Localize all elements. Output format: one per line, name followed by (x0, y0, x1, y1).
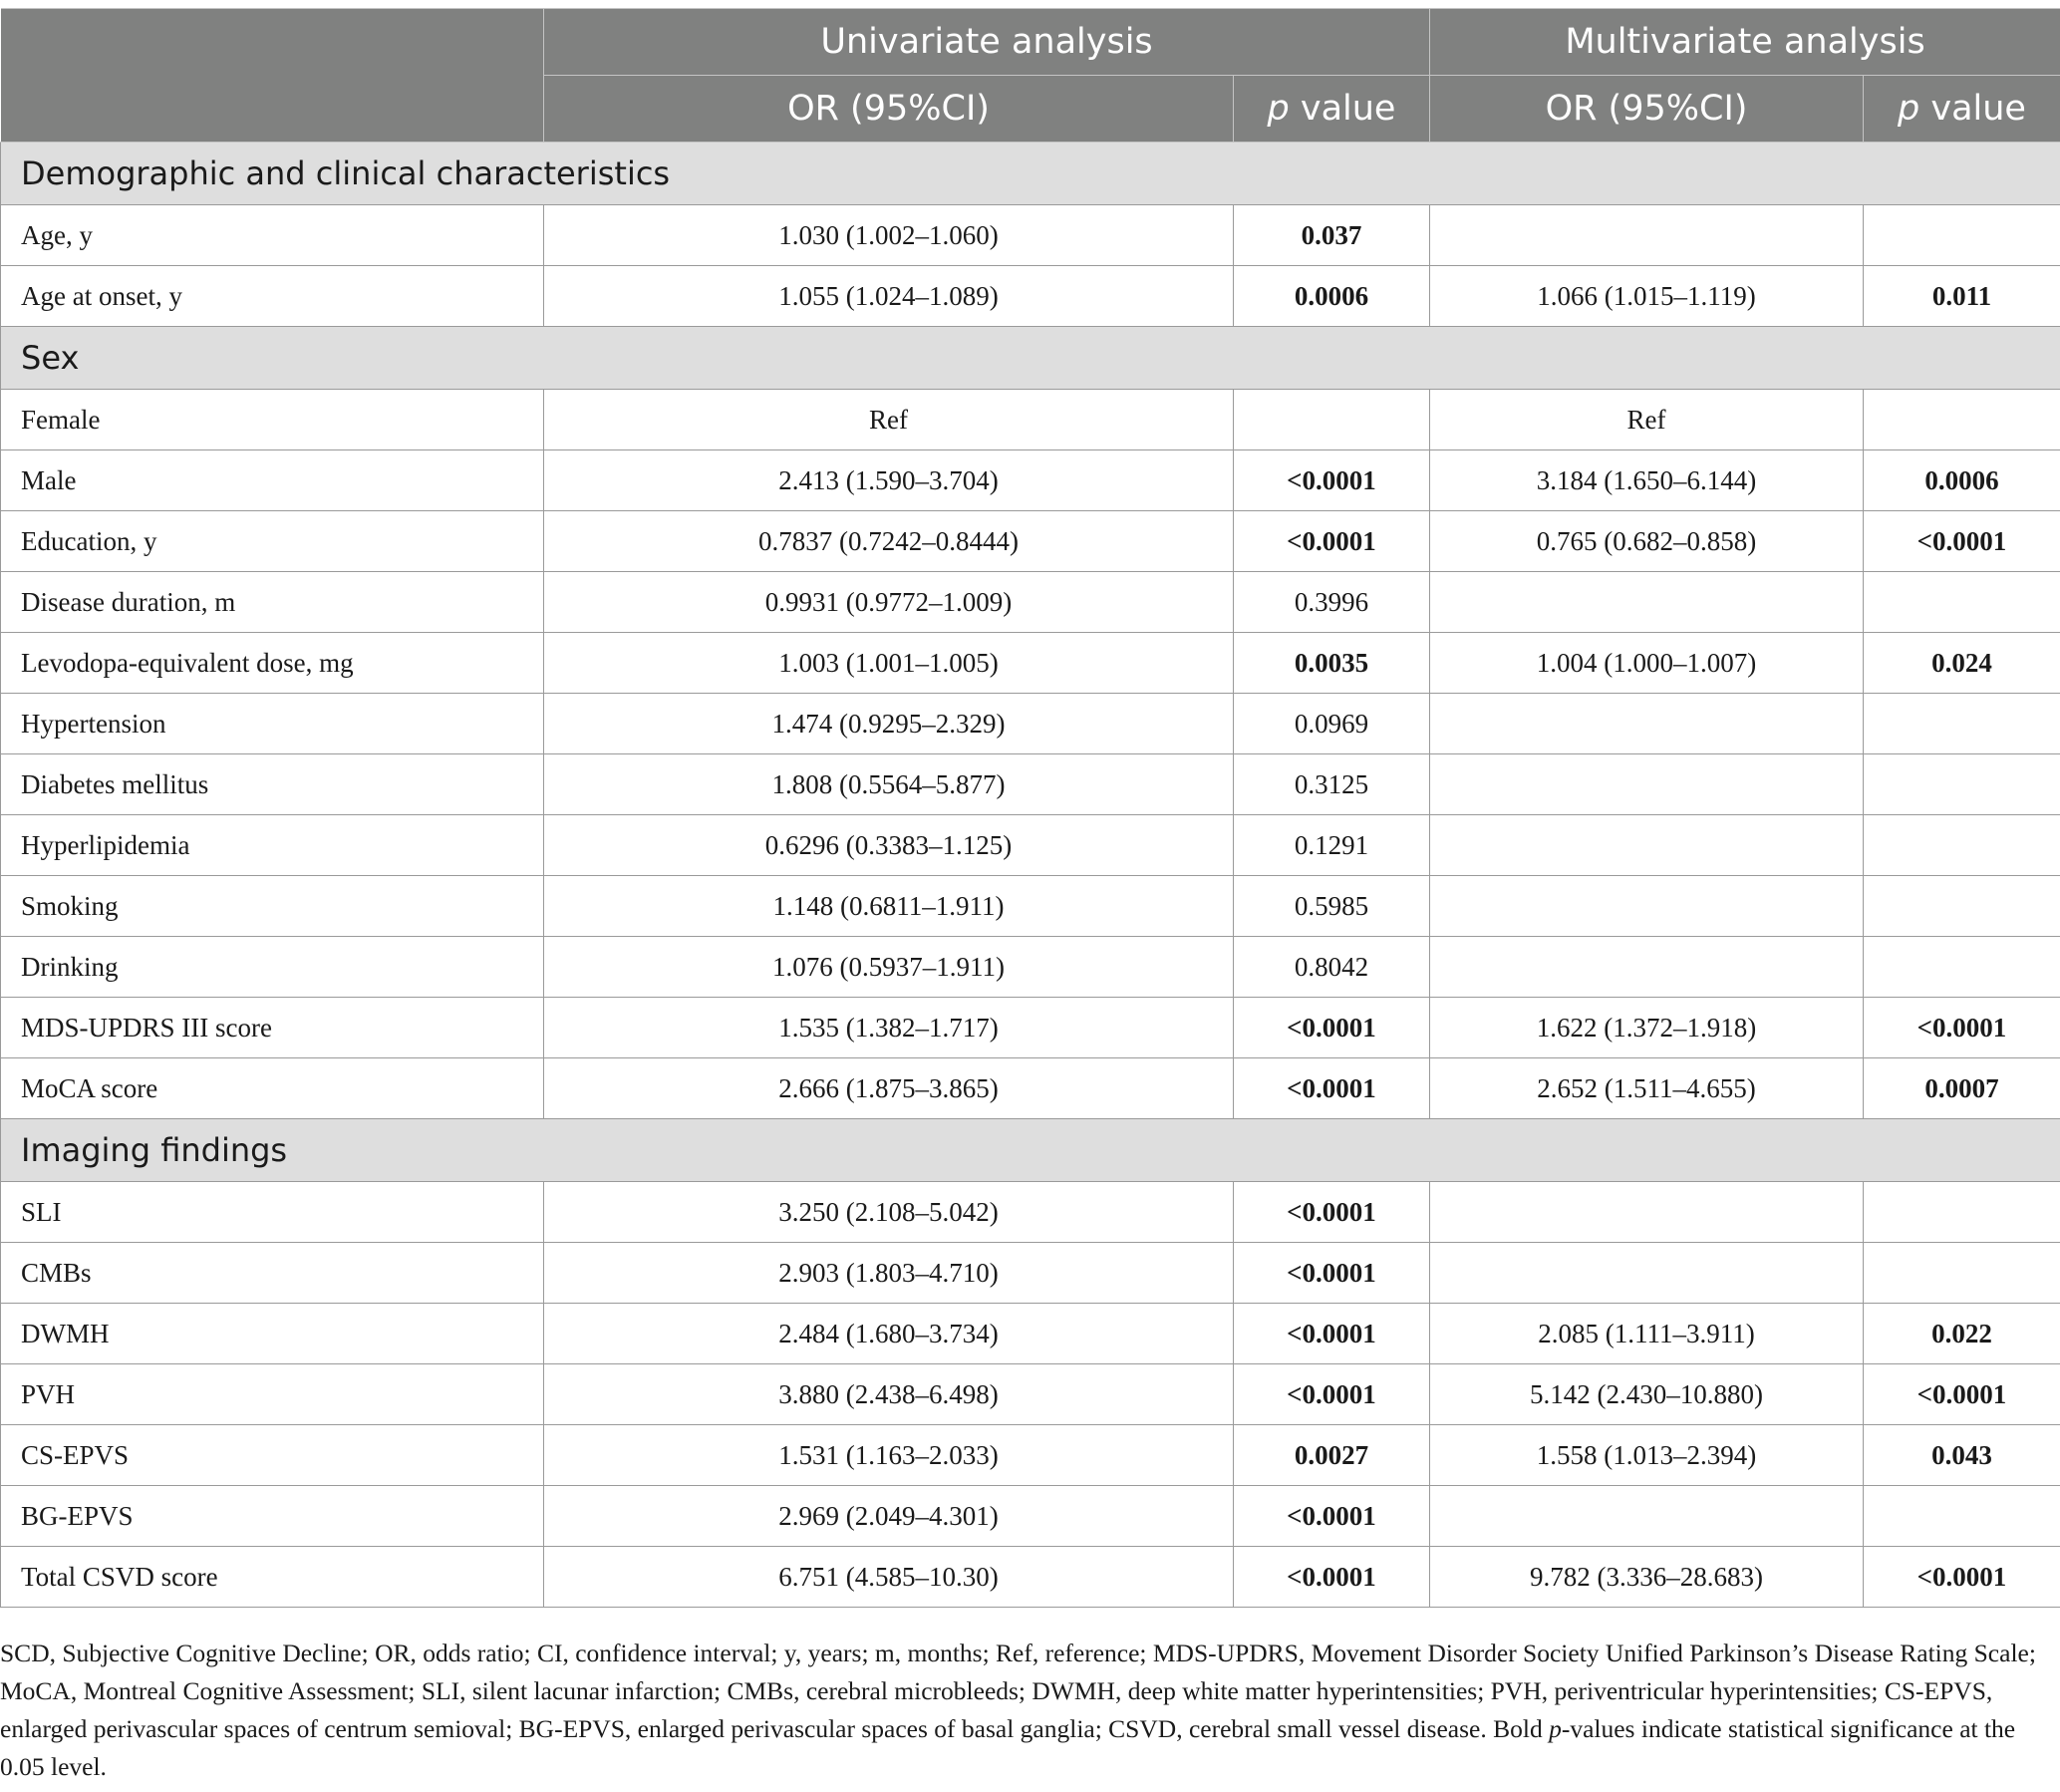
multi-or-cell (1430, 937, 1864, 998)
uni-or-cell: 2.903 (1.803–4.710) (544, 1243, 1234, 1304)
multi-or-cell (1430, 572, 1864, 633)
multi-p-cell: <0.0001 (1864, 511, 2060, 572)
multi-or-cell (1430, 1243, 1864, 1304)
multi-p-cell (1864, 1182, 2060, 1243)
row-label: Age at onset, y (1, 266, 544, 327)
uni-p-cell: <0.0001 (1234, 511, 1430, 572)
uni-or-cell: 3.880 (2.438–6.498) (544, 1364, 1234, 1425)
uni-or-cell: 1.003 (1.001–1.005) (544, 633, 1234, 694)
row-label: Hypertension (1, 694, 544, 754)
section-row (1, 143, 2060, 205)
section-title: Sex (1, 327, 2060, 390)
table-row (1, 1486, 2060, 1547)
uni-or-cell: 0.9931 (0.9772–1.009) (544, 572, 1234, 633)
results-table-container (0, 8, 2060, 1608)
uni-or-cell: 1.531 (1.163–2.033) (544, 1425, 1234, 1486)
table-row (1, 1243, 2060, 1304)
row-label: Age, y (1, 205, 544, 266)
multi-p-cell: 0.024 (1864, 633, 2060, 694)
uni-or-cell: 0.7837 (0.7242–0.8444) (544, 511, 1234, 572)
multi-or-cell: Ref (1430, 390, 1864, 450)
uni-p-cell: 0.1291 (1234, 815, 1430, 876)
uni-p-cell: 0.0027 (1234, 1425, 1430, 1486)
table-row (1, 633, 2060, 694)
uni-p-cell (1234, 390, 1430, 450)
footnote-italic-p: p (1549, 1714, 1562, 1743)
uni-p-cell: 0.037 (1234, 205, 1430, 266)
section-row (1, 1119, 2060, 1182)
multi-or-cell: 1.066 (1.015–1.119) (1430, 266, 1864, 327)
multi-p-cell (1864, 876, 2060, 937)
uni-or-cell: 1.535 (1.382–1.717) (544, 998, 1234, 1058)
table-row (1, 754, 2060, 815)
uni-or-cell: 1.474 (0.9295–2.329) (544, 694, 1234, 754)
uni-p-cell: <0.0001 (1234, 1182, 1430, 1243)
row-label: BG-EPVS (1, 1486, 544, 1547)
uni-p-cell: <0.0001 (1234, 998, 1430, 1058)
uni-or-cell: 1.148 (0.6811–1.911) (544, 876, 1234, 937)
row-label: CMBs (1, 1243, 544, 1304)
uni-or-cell: 1.030 (1.002–1.060) (544, 205, 1234, 266)
multi-or-cell: 1.004 (1.000–1.007) (1430, 633, 1864, 694)
uni-or-cell: 3.250 (2.108–5.042) (544, 1182, 1234, 1243)
multi-or-cell: 3.184 (1.650–6.144) (1430, 450, 1864, 511)
row-label: PVH (1, 1364, 544, 1425)
header-multivariate: Multivariate analysis (1430, 9, 2060, 76)
uni-or-cell: 2.484 (1.680–3.734) (544, 1304, 1234, 1364)
uni-or-cell: 2.969 (2.049–4.301) (544, 1486, 1234, 1547)
table-row (1, 1182, 2060, 1243)
row-label: Male (1, 450, 544, 511)
header-multi-or: OR (95%CI) (1430, 76, 1864, 143)
row-label: MoCA score (1, 1058, 544, 1119)
uni-or-cell: 2.666 (1.875–3.865) (544, 1058, 1234, 1119)
regression-table (0, 8, 2060, 1608)
multi-or-cell: 1.558 (1.013–2.394) (1430, 1425, 1864, 1486)
multi-p-cell (1864, 205, 2060, 266)
uni-p-cell: <0.0001 (1234, 450, 1430, 511)
p-rest: value (1289, 89, 1396, 129)
footnote-text: SCD, Subjective Cognitive Decline; OR, odds ratio; CI, confidence interval; y, years; m, months; Ref, reference; MDS-UPDRS, Movement Disorder Society Unified Parkinson’s Disease Rating Scale; MoCA, Montreal Cognitive Assessment; SLI, silent lacunar infarction; CMBs, cerebral microbleeds; DWMH, deep white matter hyperintensities; PVH, periventricular hyperintensities; CS-EPVS, enlarged perivascular spaces of centrum semioval; BG-EPVS, enlarged perivascular spaces of basal ganglia; CSVD, cerebral small vessel disease. Bold (0, 1639, 2036, 1743)
table-row (1, 266, 2060, 327)
uni-p-cell: <0.0001 (1234, 1243, 1430, 1304)
table-row (1, 205, 2060, 266)
multi-p-cell (1864, 815, 2060, 876)
header-univariate: Univariate analysis (544, 9, 1430, 76)
multi-or-cell: 2.652 (1.511–4.655) (1430, 1058, 1864, 1119)
multi-or-cell (1430, 1182, 1864, 1243)
table-row (1, 1425, 2060, 1486)
table-header (1, 9, 2060, 143)
row-label: SLI (1, 1182, 544, 1243)
multi-p-cell: 0.043 (1864, 1425, 2060, 1486)
multi-p-cell (1864, 754, 2060, 815)
footnote-text-end: -values indicate statistical significance at the 0.05 level. (0, 1714, 2016, 1781)
row-label: Diabetes mellitus (1, 754, 544, 815)
section-row (1, 327, 2060, 390)
uni-p-cell: 0.3996 (1234, 572, 1430, 633)
row-label: Smoking (1, 876, 544, 937)
uni-p-cell: <0.0001 (1234, 1058, 1430, 1119)
multi-or-cell (1430, 205, 1864, 266)
uni-or-cell: Ref (544, 390, 1234, 450)
multi-p-cell: <0.0001 (1864, 1547, 2060, 1608)
uni-p-cell: <0.0001 (1234, 1547, 1430, 1608)
uni-p-cell: <0.0001 (1234, 1304, 1430, 1364)
multi-or-cell: 0.765 (0.682–0.858) (1430, 511, 1864, 572)
section-title: Demographic and clinical characteristics (1, 143, 2060, 205)
multi-p-cell: 0.0007 (1864, 1058, 2060, 1119)
table-row (1, 511, 2060, 572)
header-multi-p (1864, 76, 2060, 143)
row-label: Education, y (1, 511, 544, 572)
multi-p-cell (1864, 390, 2060, 450)
row-label: DWMH (1, 1304, 544, 1364)
multi-or-cell (1430, 694, 1864, 754)
uni-p-cell: <0.0001 (1234, 1486, 1430, 1547)
table-row (1, 1547, 2060, 1608)
row-label: Female (1, 390, 544, 450)
uni-p-cell: 0.0035 (1234, 633, 1430, 694)
table-row (1, 1364, 2060, 1425)
row-label: Drinking (1, 937, 544, 998)
uni-p-cell: 0.0969 (1234, 694, 1430, 754)
table-footnote (0, 1635, 2043, 1786)
uni-or-cell: 1.055 (1.024–1.089) (544, 266, 1234, 327)
p-rest: value (1919, 89, 2026, 129)
header-uni-p (1234, 76, 1430, 143)
multi-or-cell: 2.085 (1.111–3.911) (1430, 1304, 1864, 1364)
uni-or-cell: 6.751 (4.585–10.30) (544, 1547, 1234, 1608)
multi-p-cell: 0.011 (1864, 266, 2060, 327)
uni-or-cell: 1.076 (0.5937–1.911) (544, 937, 1234, 998)
header-uni-or: OR (95%CI) (544, 76, 1234, 143)
header-corner (1, 9, 544, 143)
uni-or-cell: 1.808 (0.5564–5.877) (544, 754, 1234, 815)
multi-or-cell: 9.782 (3.336–28.683) (1430, 1547, 1864, 1608)
multi-p-cell (1864, 1486, 2060, 1547)
table-row (1, 572, 2060, 633)
multi-or-cell (1430, 754, 1864, 815)
uni-p-cell: 0.5985 (1234, 876, 1430, 937)
row-label: CS-EPVS (1, 1425, 544, 1486)
row-label: MDS-UPDRS III score (1, 998, 544, 1058)
multi-p-cell: <0.0001 (1864, 998, 2060, 1058)
multi-or-cell (1430, 1486, 1864, 1547)
multi-or-cell (1430, 815, 1864, 876)
row-label: Hyperlipidemia (1, 815, 544, 876)
uni-p-cell: 0.3125 (1234, 754, 1430, 815)
multi-or-cell: 5.142 (2.430–10.880) (1430, 1364, 1864, 1425)
uni-or-cell: 0.6296 (0.3383–1.125) (544, 815, 1234, 876)
table-row (1, 390, 2060, 450)
table-body (1, 143, 2060, 1608)
table-row (1, 937, 2060, 998)
multi-or-cell (1430, 876, 1864, 937)
table-row (1, 450, 2060, 511)
multi-p-cell (1864, 694, 2060, 754)
multi-p-cell: 0.022 (1864, 1304, 2060, 1364)
table-row (1, 1304, 2060, 1364)
p-italic: p (1267, 89, 1290, 129)
p-italic: p (1898, 89, 1920, 129)
uni-p-cell: <0.0001 (1234, 1364, 1430, 1425)
uni-p-cell: 0.8042 (1234, 937, 1430, 998)
multi-p-cell: 0.0006 (1864, 450, 2060, 511)
row-label: Total CSVD score (1, 1547, 544, 1608)
uni-or-cell: 2.413 (1.590–3.704) (544, 450, 1234, 511)
multi-p-cell: <0.0001 (1864, 1364, 2060, 1425)
multi-p-cell (1864, 937, 2060, 998)
section-title: Imaging findings (1, 1119, 2060, 1182)
multi-p-cell (1864, 572, 2060, 633)
row-label: Disease duration, m (1, 572, 544, 633)
table-row (1, 876, 2060, 937)
multi-p-cell (1864, 1243, 2060, 1304)
table-row (1, 1058, 2060, 1119)
table-row (1, 694, 2060, 754)
uni-p-cell: 0.0006 (1234, 266, 1430, 327)
table-row (1, 998, 2060, 1058)
row-label: Levodopa-equivalent dose, mg (1, 633, 544, 694)
multi-or-cell: 1.622 (1.372–1.918) (1430, 998, 1864, 1058)
table-row (1, 815, 2060, 876)
